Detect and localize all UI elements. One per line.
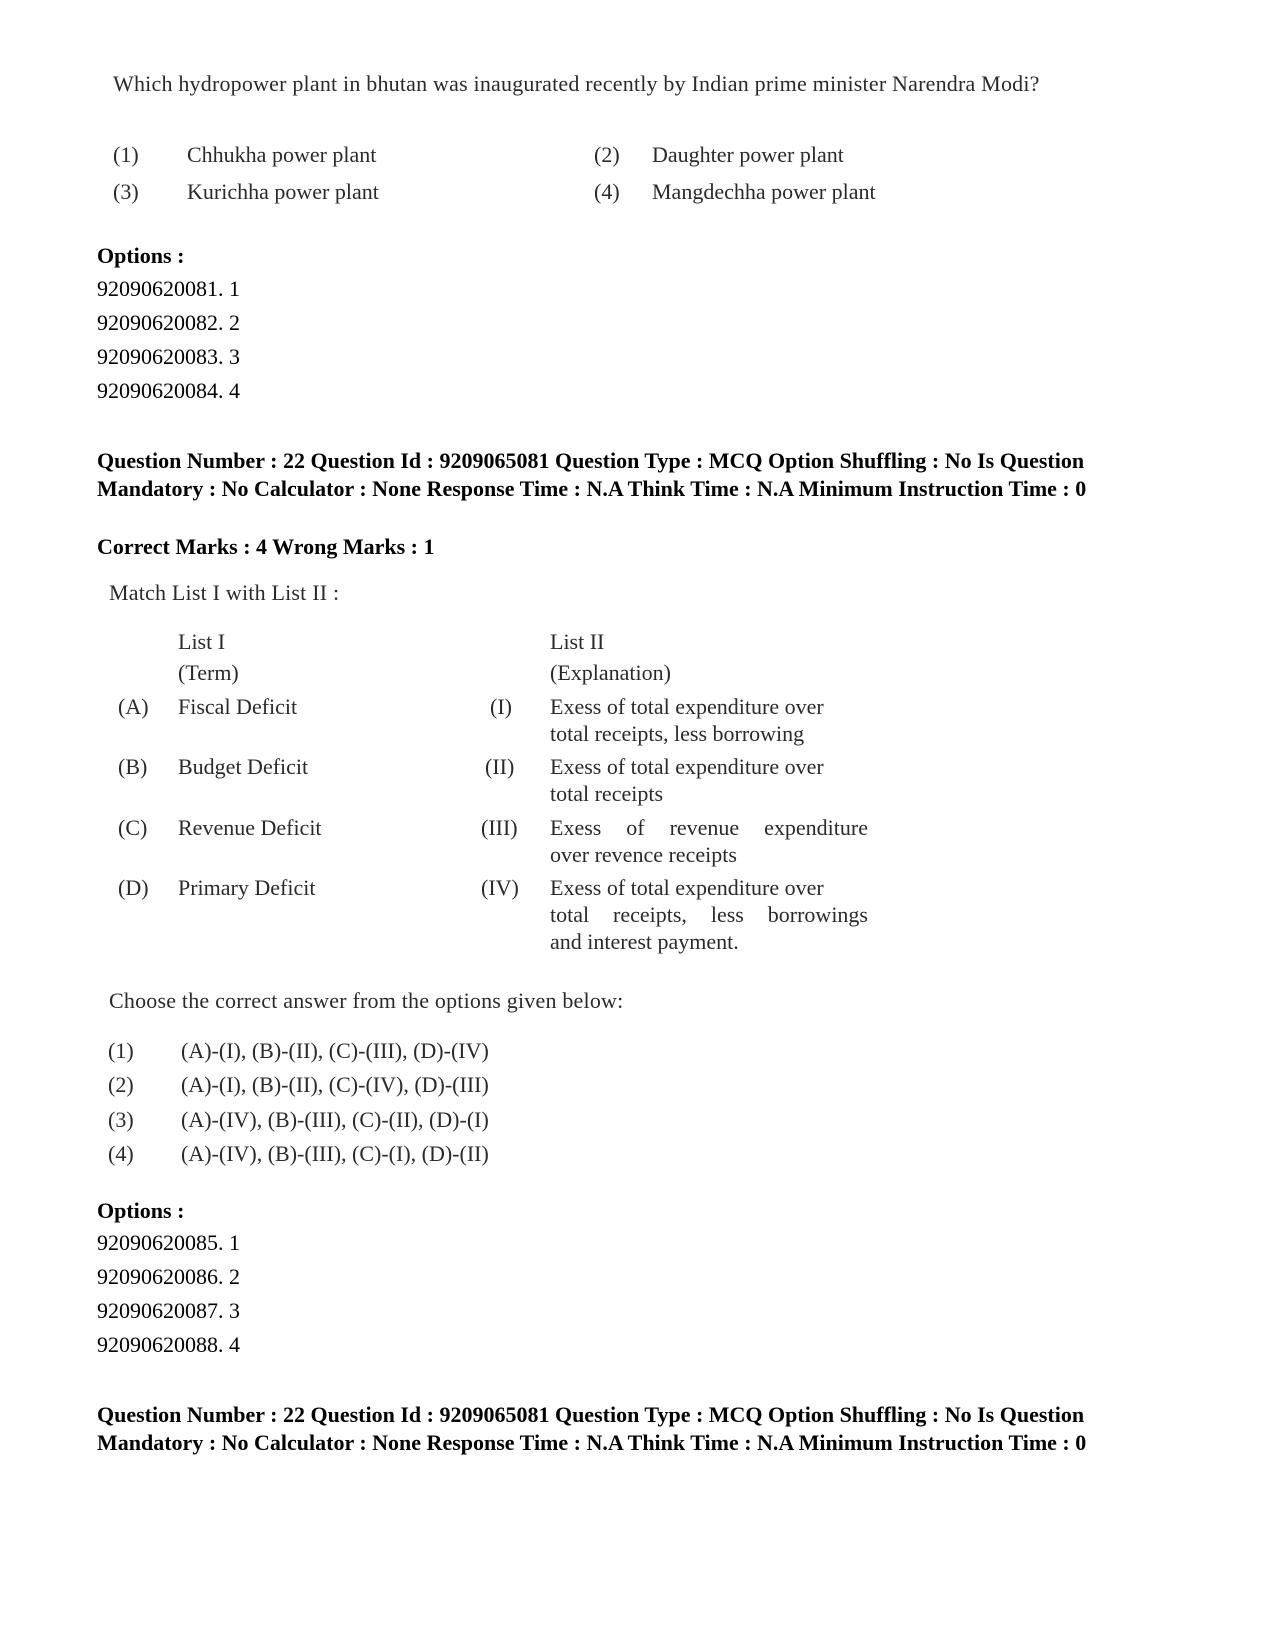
- row-explanation-line: Exess of total expenditure over: [550, 754, 824, 779]
- row-explanation-line: Exess of total expenditure over: [550, 875, 824, 900]
- row-explanation-line: Exess of total expenditure over: [550, 694, 824, 719]
- choice-label: (A)-(I), (B)-(II), (C)-(IV), (D)-(III): [181, 1072, 489, 1097]
- option-item: 92090620087. 3: [97, 1298, 240, 1323]
- row-explanation-line: total receipts, less borrowings: [550, 902, 868, 927]
- question-21-text: Which hydropower plant in bhutan was inaugurated recently by Indian prime minister Narendra Modi?: [113, 71, 1040, 96]
- row-term: Primary Deficit: [178, 875, 316, 900]
- row-key: (D): [118, 875, 149, 900]
- choice-number: (3): [113, 179, 139, 204]
- option-item: 92090620081. 1: [97, 276, 240, 301]
- question-21-choices: [113, 142, 1013, 222]
- row-explanation-line: total receipts: [550, 781, 664, 806]
- choice-2: [108, 1072, 489, 1098]
- row-roman: (IV): [481, 875, 519, 900]
- choice-3: [108, 1107, 489, 1133]
- options-list: [97, 1226, 240, 1362]
- row-key: (C): [118, 815, 148, 840]
- row-term: Revenue Deficit: [178, 815, 322, 840]
- choice-label: (A)-(IV), (B)-(III), (C)-(I), (D)-(II): [181, 1141, 489, 1166]
- choose-instruction: Choose the correct answer from the options given below:: [109, 988, 624, 1013]
- row-roman: (III): [481, 815, 518, 840]
- choice-2: [594, 142, 1014, 172]
- choice-label: Chhukha power plant: [187, 142, 377, 167]
- row-explanation-line: over revence receipts: [550, 842, 737, 867]
- choice-3: [113, 179, 563, 209]
- option-item: 92090620082. 2: [97, 310, 240, 335]
- question-22-choices: [108, 1038, 668, 1178]
- match-table: [118, 628, 898, 988]
- list1-subheader: (Term): [178, 660, 239, 685]
- option-item: 92090620088. 4: [97, 1332, 240, 1357]
- choice-1: [108, 1038, 489, 1064]
- row-roman: (II): [485, 754, 515, 779]
- choice-label: (A)-(I), (B)-(II), (C)-(III), (D)-(IV): [181, 1038, 489, 1063]
- choice-number: (3): [108, 1107, 134, 1132]
- row-term: Budget Deficit: [178, 754, 309, 779]
- row-explanation-line: total receipts, less borrowing: [550, 721, 805, 746]
- options-heading: Options :: [97, 1198, 185, 1223]
- option-item: 92090620086. 2: [97, 1264, 240, 1289]
- option-item: 92090620084. 4: [97, 378, 240, 403]
- choice-number: (1): [108, 1038, 134, 1063]
- list2-subheader: (Explanation): [550, 660, 671, 685]
- options-heading: Options :: [97, 243, 185, 268]
- choice-4: [108, 1141, 489, 1167]
- choice-label: Mangdechha power plant: [652, 179, 876, 204]
- list2-header: List II: [550, 629, 605, 654]
- choice-number: (2): [108, 1072, 134, 1097]
- choice-number: (4): [108, 1141, 134, 1166]
- row-key: (B): [118, 754, 148, 779]
- option-item: 92090620085. 1: [97, 1230, 240, 1255]
- choice-number: (2): [594, 142, 620, 167]
- marks-line: Correct Marks : 4 Wrong Marks : 1: [97, 534, 435, 559]
- option-item: 92090620083. 3: [97, 344, 240, 369]
- choice-label: Daughter power plant: [652, 142, 844, 167]
- choice-4: [594, 179, 1014, 209]
- row-explanation-line: and interest payment.: [550, 929, 739, 954]
- choice-label: (A)-(IV), (B)-(III), (C)-(II), (D)-(I): [181, 1107, 489, 1132]
- row-key: (A): [118, 694, 149, 719]
- choice-number: (4): [594, 179, 620, 204]
- choice-label: Kurichha power plant: [187, 179, 379, 204]
- choice-1: [113, 142, 563, 172]
- list1-header: List I: [178, 629, 226, 654]
- row-roman: (I): [490, 694, 512, 719]
- choice-number: (1): [113, 142, 139, 167]
- row-explanation-line: Exess of revenue expenditure: [550, 815, 868, 840]
- options-list: [97, 272, 240, 408]
- row-term: Fiscal Deficit: [178, 694, 298, 719]
- question-meta: Question Number : 22 Question Id : 9209065081 Question Type : MCQ Option Shuffling : No Is Question Mandatory : No Calculator : None Response Time : N.A Think Time : N.A Minimum Instruction Time : 0: [97, 448, 1087, 501]
- question-meta: Question Number : 22 Question Id : 9209065081 Question Type : MCQ Option Shuffling : No Is Question Mandatory : No Calculator : None Response Time : N.A Think Time : N.A Minimum Instruction Time : 0: [97, 1402, 1087, 1455]
- match-instruction: Match List I with List II :: [109, 580, 340, 605]
